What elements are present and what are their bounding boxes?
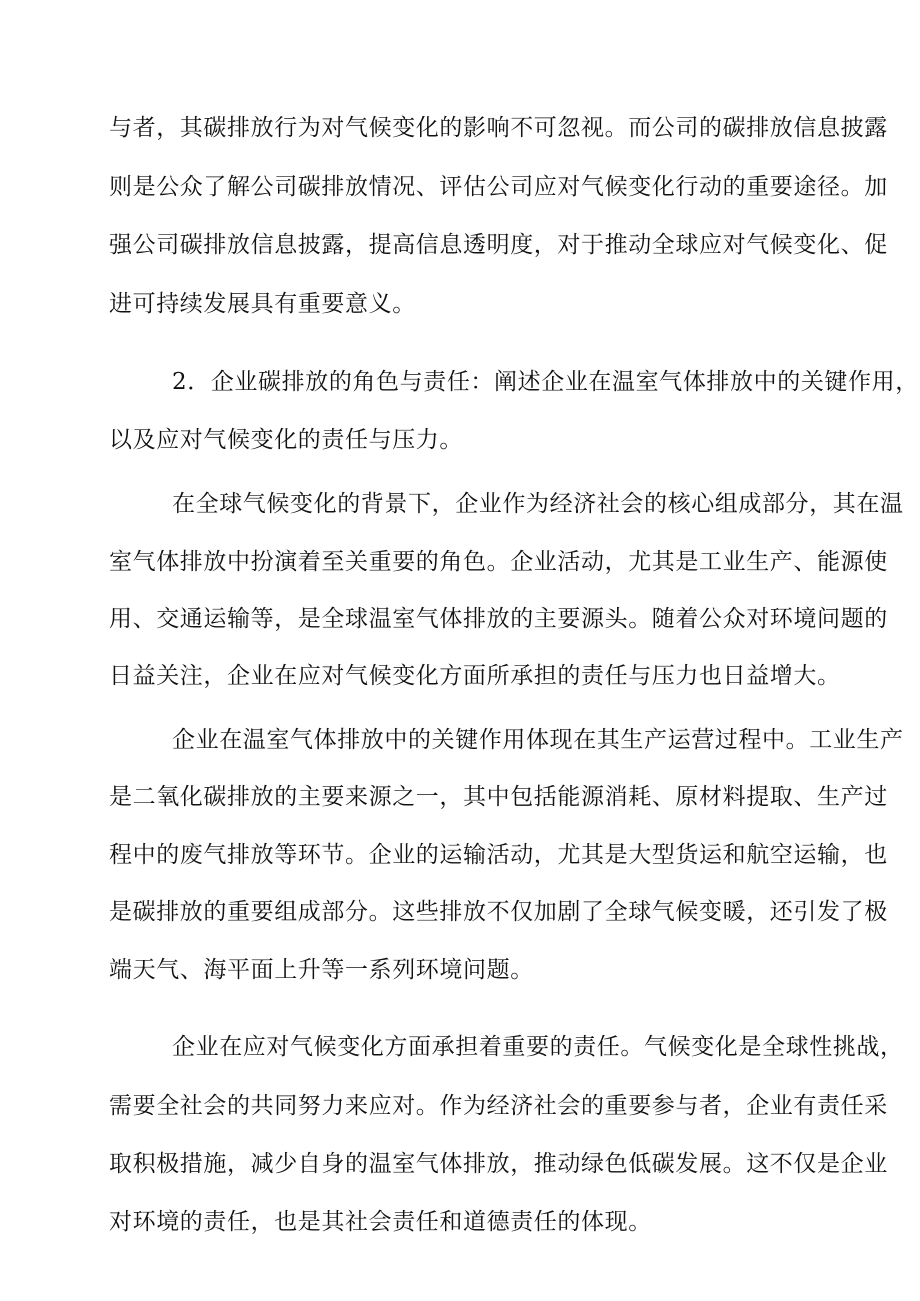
paragraph-3-line-4: 日益关注，企业在应对气候变化方面所承担的责任与压力也日益增大。 [109, 663, 841, 689]
paragraph-1-line-4: 进可持续发展具有重要意义。 [109, 291, 416, 317]
paragraph-3-line-2: 室气体排放中扮演着至关重要的角色。企业活动，尤其是工业生产、能源使 [109, 549, 888, 575]
paragraph-5-line-2: 需要全社会的共同努力来应对。作为经济社会的重要参与者，企业有责任采 [109, 1093, 888, 1119]
paragraph-1-line-3: 强公司碳排放信息披露，提高信息透明度，对于推动全球应对气候变化、促 [109, 232, 888, 258]
paragraph-5-line-3: 取积极措施，减少自身的温室气体排放，推动绿色低碳发展。这不仅是企业 [109, 1151, 888, 1177]
paragraph-4-line-4: 是碳排放的重要组成部分。这些排放不仅加剧了全球气候变暖，还引发了极 [109, 899, 888, 925]
paragraph-3-line-3: 用、交通运输等，是全球温室气体排放的主要源头。随着公众对环境问题的 [109, 606, 888, 632]
section-heading-line-2: 以及应对气候变化的责任与压力。 [109, 427, 463, 453]
paragraph-5-line-4: 对环境的责任，也是其社会责任和道德责任的体现。 [109, 1209, 652, 1235]
paragraph-3-line-1: 在全球气候变化的背景下，企业作为经济社会的核心组成部分，其在温 [172, 491, 904, 517]
section-heading-line-1: 2．企业碳排放的角色与责任：阐述企业在温室气体排放中的关键作用， [172, 369, 919, 395]
paragraph-4-line-1: 企业在温室气体排放中的关键作用体现在其生产运营过程中。工业生产 [172, 727, 904, 753]
paragraph-4-line-5: 端天气、海平面上升等一系列环境问题。 [109, 957, 534, 983]
paragraph-4-line-3: 程中的废气排放等环节。企业的运输活动，尤其是大型货运和航空运输，也 [109, 842, 888, 868]
paragraph-1-line-2: 则是公众了解公司碳排放情况、评估公司应对气候变化行动的重要途径。加 [109, 174, 888, 200]
paragraph-4-line-2: 是二氧化碳排放的主要来源之一，其中包括能源消耗、原材料提取、生产过 [109, 784, 888, 810]
paragraph-1-line-1: 与者，其碳排放行为对气候变化的影响不可忽视。而公司的碳排放信息披露 [109, 115, 888, 141]
paragraph-5-line-1: 企业在应对气候变化方面承担着重要的责任。气候变化是全球性挑战， [172, 1034, 904, 1060]
